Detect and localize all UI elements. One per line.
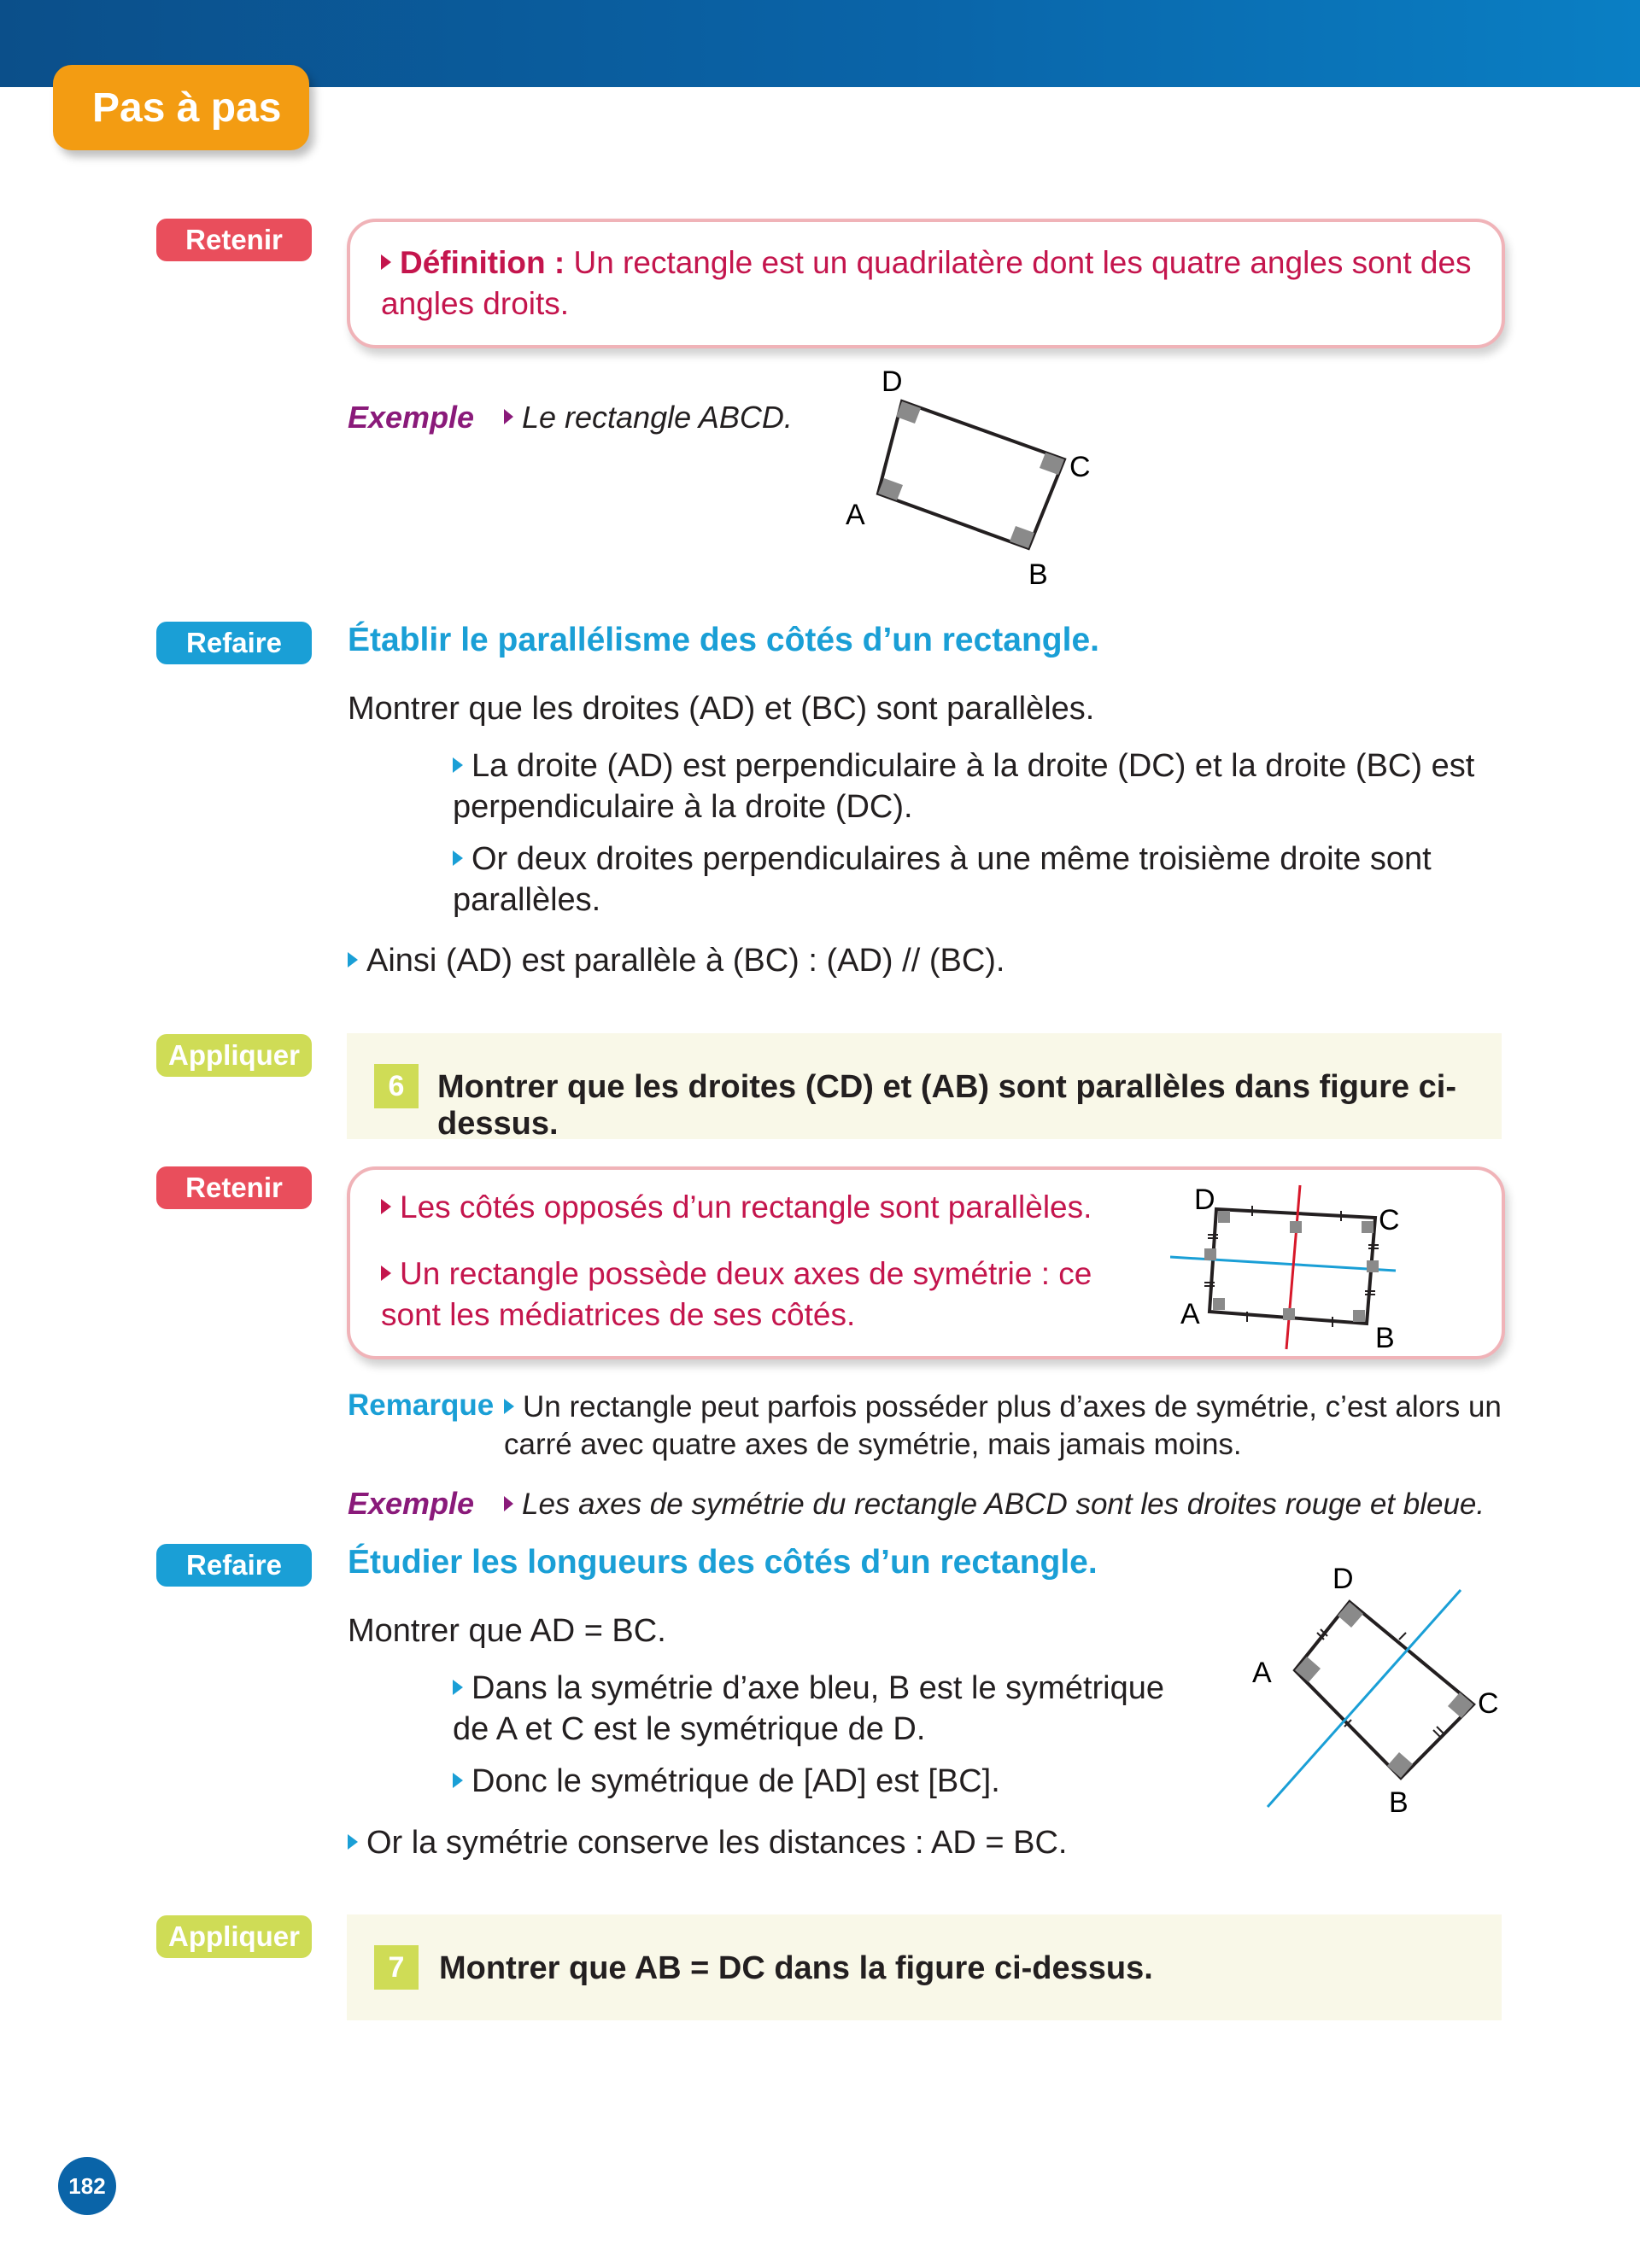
bullet-icon: [453, 1680, 463, 1695]
remarque-label: Remarque: [348, 1388, 495, 1422]
label-A: A: [1252, 1657, 1272, 1689]
remarque-text: Un rectangle peut parfois posséder plus d’axes de symétrie, c’est alors un carré avec quatre axes de symétrie, mais jamais moins.: [504, 1390, 1502, 1461]
example-text: Le rectangle ABCD.: [504, 400, 793, 435]
right-angle-mark: [1338, 1602, 1363, 1628]
definition: [381, 243, 1474, 324]
red-axis: [1286, 1185, 1300, 1349]
bullet-icon: [348, 1834, 358, 1850]
example-label: Exemple: [348, 1486, 475, 1521]
label-B: B: [1389, 1786, 1409, 1819]
label-C: C: [1069, 451, 1091, 483]
reasoning-step-2: Donc le symétrique de [AD] est [BC].: [453, 1761, 1000, 1802]
appliquer-badge: Appliquer: [156, 1034, 312, 1077]
rectangle-shape: [878, 401, 1064, 548]
bullet-icon: [504, 1399, 514, 1414]
definition-label: Définition :: [400, 245, 565, 280]
right-angle-mark: [1283, 1308, 1295, 1320]
example-label: Exemple: [348, 400, 475, 435]
property-2: Un rectangle possède deux axes de symétrie : ce sont les médiatrices de ses côtés.: [381, 1256, 1092, 1332]
exercise-text: Montrer que les droites (CD) et (AB) sont parallèles dans figure ci-dessus.: [437, 1069, 1456, 1142]
definition-box: [347, 219, 1505, 348]
exercise-box: [347, 1914, 1502, 2020]
example-text: Les axes de symétrie du rectangle ABCD sont les droites rouge et bleue.: [504, 1488, 1485, 1522]
exercise-number: 6: [374, 1064, 419, 1108]
bullet-icon: [453, 1773, 463, 1788]
rectangle-shape: [1295, 1602, 1473, 1778]
bullet-icon: [504, 1496, 513, 1511]
conclusion-text: Ainsi (AD) est parallèle à (BC) : (AD) // (BC).: [348, 940, 1004, 981]
label-D: D: [1194, 1184, 1215, 1216]
property-box: [347, 1166, 1505, 1359]
right-angle-mark: [1213, 1298, 1225, 1310]
right-angle-mark: [1367, 1260, 1379, 1272]
reasoning-step-2: Or deux droites perpendiculaires à une même troisième droite sont parallèles.: [453, 841, 1432, 918]
label-D: D: [1332, 1563, 1354, 1595]
bullet-icon: [504, 409, 513, 424]
bullet-icon: [381, 1199, 391, 1214]
right-angle-mark: [1218, 1211, 1230, 1223]
exercise-box: [347, 1033, 1502, 1142]
section-tab: Pas à pas: [53, 65, 309, 150]
retenir-badge: Retenir: [156, 1166, 312, 1209]
square-figure: [1239, 1559, 1520, 1833]
conclusion-text: Or la symétrie conserve les distances : AD = BC.: [348, 1822, 1067, 1863]
label-D: D: [882, 367, 903, 398]
bullet-icon: [381, 1266, 391, 1281]
definition-text: Un rectangle est un quadrilatère dont les quatre angles sont des angles droits.: [381, 245, 1472, 321]
label-C: C: [1379, 1204, 1400, 1236]
appliquer-badge: Appliquer: [156, 1915, 312, 1958]
label-B: B: [1028, 558, 1048, 591]
label-B: B: [1375, 1322, 1395, 1354]
blue-axis: [1170, 1257, 1396, 1271]
page-number: 182: [58, 2157, 116, 2215]
bullet-icon: [348, 952, 358, 967]
bullet-icon: [381, 254, 391, 270]
right-angle-mark: [1448, 1692, 1473, 1718]
right-angle-mark: [1353, 1310, 1365, 1322]
tick-marks: [1317, 1629, 1444, 1737]
right-angle-mark: [1387, 1752, 1413, 1778]
reasoning-step-1: La droite (AD) est perpendiculaire à la droite (DC) et la droite (BC) est perpendiculaire à la droite (DC).: [453, 748, 1475, 825]
exercise-number: 7: [374, 1945, 419, 1990]
refaire-badge: Refaire: [156, 622, 312, 664]
bullet-icon: [453, 850, 463, 866]
intro-text: Montrer que AD = BC.: [348, 1613, 666, 1649]
property-1: Les côtés opposés d’un rectangle sont parallèles.: [381, 1187, 1092, 1228]
label-A: A: [846, 499, 865, 531]
blue-axis: [1268, 1590, 1461, 1807]
bullet-icon: [453, 757, 463, 773]
refaire-badge: Refaire: [156, 1544, 312, 1587]
right-angle-mark: [1362, 1221, 1374, 1233]
rectangle-figure-2: [1170, 1175, 1426, 1356]
retenir-badge: Retenir: [156, 219, 312, 261]
reasoning-step-1: Dans la symétrie d’axe bleu, B est le symétrique de A et C est le symétrique de D.: [453, 1670, 1165, 1747]
exercise-text: Montrer que AB = DC dans la figure ci-dessus.: [439, 1950, 1153, 1986]
label-A: A: [1180, 1298, 1200, 1330]
rectangle-figure-1: [837, 367, 1128, 598]
right-angle-mark: [1204, 1248, 1216, 1260]
right-angle-mark: [1290, 1221, 1302, 1233]
label-C: C: [1478, 1687, 1499, 1720]
section-heading: Établir le parallélisme des côtés d’un rectangle.: [348, 622, 1099, 658]
right-angle-mark: [1295, 1657, 1321, 1682]
intro-text: Montrer que les droites (AD) et (BC) sont parallèles.: [348, 691, 1095, 727]
section-heading: Étudier les longueurs des côtés d’un rectangle.: [348, 1544, 1098, 1581]
